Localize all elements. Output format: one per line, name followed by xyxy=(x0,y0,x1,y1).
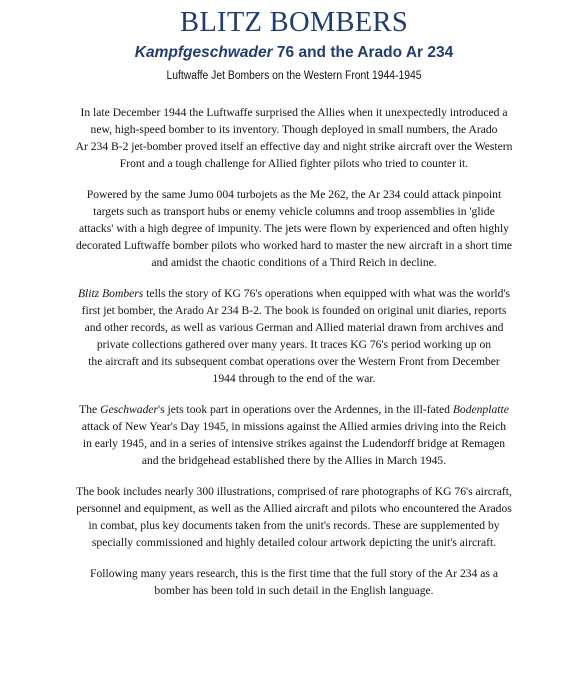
paragraph-line: Powered by the same Jumo 004 turbojets as the Me 262, the Ar 234 could attack pinpoint xyxy=(86,188,502,201)
paragraph-line: targets such as transport hubs or enemy vehicle columns and troop assemblies in 'glide xyxy=(93,205,495,218)
paragraph-line: in early 1945, and in a series of intensive strikes against the Ludendorff bridge at Remagen xyxy=(82,437,506,450)
subtitle-italic: Kampfgeschwader xyxy=(134,44,273,61)
paragraph-4 xyxy=(16,401,572,469)
paragraph-line: Following many years research, this is the first time that the full story of the Ar 234 as a xyxy=(90,567,498,580)
paragraph-line: and other records, as well as various German and Allied material drawn from archives and xyxy=(84,321,504,334)
paragraph-line: The book includes nearly 300 illustrations, comprised of rare photographs of KG 76's aircraft, xyxy=(76,485,512,498)
paragraph-line: the aircraft and its subsequent combat operations over the Western Front from December xyxy=(88,355,500,368)
book-subtitle xyxy=(16,43,572,63)
paragraph-line: attack of New Year's Day 1945, in missions against the Allied armies driving into the Reich xyxy=(81,420,507,433)
paragraph-line: Front and a tough challenge for Allied fighter pilots who tried to counter it. xyxy=(119,157,469,170)
paragraph-line: and amidst the chaotic conditions of a Third Reich in decline. xyxy=(151,256,437,269)
paragraph-line: new, high-speed bomber to its inventory. Though deployed in small numbers, the Arado xyxy=(90,123,498,136)
paragraph-line: 1944 through to the end of the war. xyxy=(212,372,376,385)
book-tagline: Luftwaffe Jet Bombers on the Western Front 1944-1945 xyxy=(166,70,422,82)
book-title: BLITZ BOMBERS xyxy=(180,7,408,38)
paragraph-line: and the bridgehead established there by the Allies in March 1945. xyxy=(141,454,447,467)
blurb-body xyxy=(16,104,572,599)
paragraph-line: The Geschwader's jets took part in operations over the Ardennes, in the ill-fated Bodenplatte xyxy=(79,403,509,416)
paragraph-line: private collections gathered over many years. It traces KG 76's period working up on xyxy=(96,338,492,351)
paragraph-line: specially commissioned and highly detailed colour artwork depicting the unit's aircraft. xyxy=(91,536,497,549)
paragraph-line: first jet bomber, the Arado Ar 234 B-2. The book is founded on original unit diaries, reports xyxy=(81,304,507,317)
paragraph-line: In late December 1944 the Luftwaffe surprised the Allies when it unexpectedly introduced a xyxy=(80,106,508,119)
paragraph-line: decorated Luftwaffe bomber pilots who worked hard to master the new aircraft in a short time xyxy=(75,239,512,252)
paragraph-line: Ar 234 B-2 jet-bomber proved itself an effective day and night strike aircraft over the Western xyxy=(75,140,513,153)
subtitle-rest: 76 and the Arado Ar 234 xyxy=(272,44,454,61)
paragraph-line: bomber has been told in such detail in the English language. xyxy=(154,584,434,597)
paragraph-6 xyxy=(16,565,572,599)
paragraph-line: in combat, plus key documents taken from the unit's records. These are supplemented by xyxy=(88,519,500,532)
paragraph-line: personnel and equipment, as well as the Allied aircraft and pilots who encountered the Arados xyxy=(76,502,512,515)
paragraph-2 xyxy=(16,186,572,271)
paragraph-line: attacks' with a high degree of impunity. The jets were flown by experienced and often highly xyxy=(79,222,509,235)
paragraph-3 xyxy=(16,285,572,387)
paragraph-5 xyxy=(16,483,572,551)
paragraph-1 xyxy=(16,104,572,172)
paragraph-line: Blitz Bombers tells the story of KG 76's operations when equipped with what was the world's xyxy=(77,287,511,300)
